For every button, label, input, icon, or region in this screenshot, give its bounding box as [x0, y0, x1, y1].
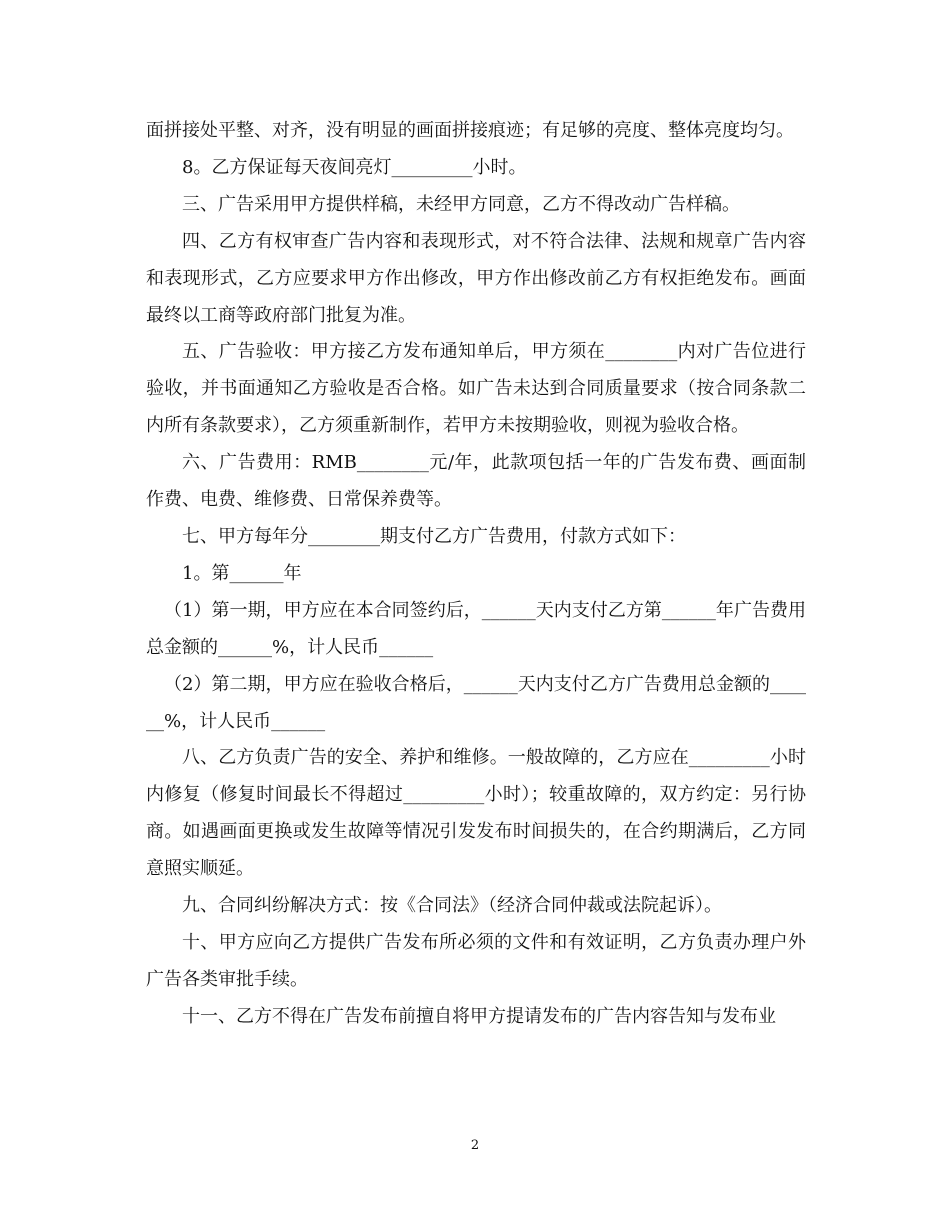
paragraph-section-3: 三、广告采用甲方提供样稿，未经甲方同意，乙方不得改动广告样稿。	[182, 193, 740, 215]
paragraph-section-10: 十、甲方应向乙方提供广告发布所必须的文件和有效证明，乙方负责办理户外广告各类审批手续。	[146, 931, 806, 990]
paragraph-year-1: 1。第______年	[182, 562, 302, 584]
paragraph-section-7: 七、甲方每年分________期支付乙方广告费用，付款方式如下：	[182, 525, 686, 547]
paragraph-continuation: 面拼接处平整、对齐，没有明显的画面拼接痕迹；有足够的亮度、整体亮度均匀。	[146, 120, 794, 141]
paragraph-clause-8: 8。乙方保证每天夜间亮灯_________小时。	[182, 156, 527, 178]
paragraph-installment-2: （2）第二期，甲方应在验收合格后，______天内支付乙方广告费用总金额的______%，计人民币______	[146, 673, 806, 732]
document-body	[146, 113, 806, 1036]
paragraph-section-11: 十一、乙方不得在广告发布前擅自将甲方提请发布的广告内容告知与发布业	[182, 1005, 776, 1027]
paragraph-section-9: 九、合同纠纷解决方式：按《合同法》（经济合同仲裁或法院起诉）。	[182, 895, 722, 917]
paragraph-installment-1: （1）第一期，甲方应在本合同签约后，______天内支付乙方第______年广告费用总金额的______%，计人民币______	[146, 599, 806, 658]
page-number: 2	[470, 1138, 480, 1153]
paragraph-section-5: 五、广告验收：甲方接乙方发布通知单后，甲方须在________内对广告位进行验收，并书面通知乙方验收是否合格。如广告未达到合同质量要求（按合同条款二内所有条款要求），乙方须重新制作，若甲方未按期验收，则视为验收合格。	[146, 341, 806, 437]
paragraph-section-6: 六、广告费用：RMB________元/年，此款项包括一年的广告发布费、画面制作费、电费、维修费、日常保养费等。	[146, 452, 806, 511]
paragraph-section-4: 四、乙方有权审查广告内容和表现形式，对不符合法律、法规和规章广告内容和表现形式，乙方应要求甲方作出修改，甲方作出修改前乙方有权拒绝发布。画面最终以工商等政府部门批复为准。	[146, 230, 806, 326]
paragraph-section-8: 八、乙方负责广告的安全、养护和维修。一般故障的，乙方应在_________小时内修复（修复时间最长不得超过_________小时）；较重故障的，双方约定：另行协商。如遇画面更换或发生故障等情况引发发布时间损失的，在合约期满后，乙方同意照实顺延。	[146, 747, 806, 880]
